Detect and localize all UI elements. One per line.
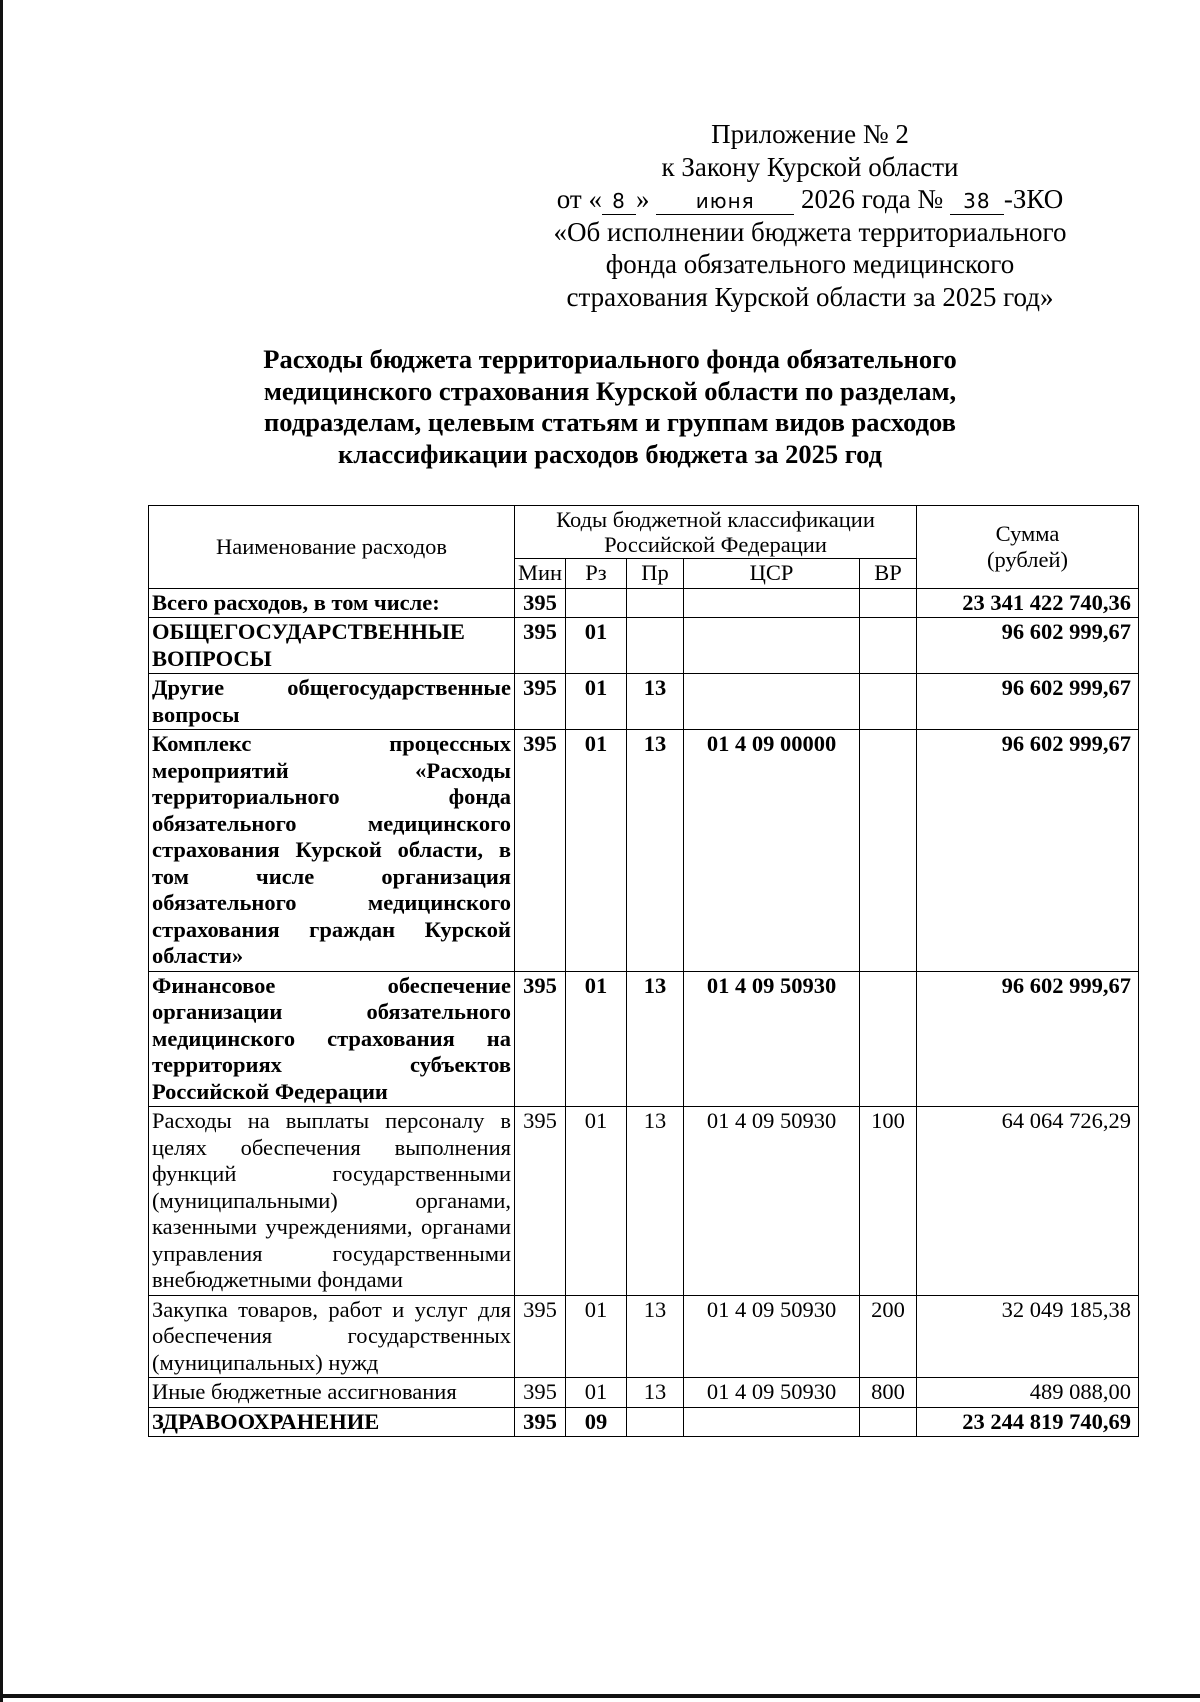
cell-pr — [627, 588, 684, 618]
cell-csr: 01 4 09 50930 — [684, 1378, 860, 1408]
cell-pr: 13 — [627, 1378, 684, 1408]
law-suffix: -ЗКО — [1003, 184, 1064, 214]
document-title — [170, 344, 1050, 470]
cell-vr: 100 — [860, 1107, 917, 1296]
appendix-law: к Закону Курской области — [661, 151, 959, 182]
appendix-subject-1: «Об исполнении бюджета территориального — [553, 216, 1067, 247]
cell-name: Иные бюджетные ассигнования — [149, 1378, 515, 1408]
cell-rz: 01 — [566, 730, 627, 972]
appendix-subject-2: фонда обязательного медицинского — [605, 249, 1015, 279]
cell-pr: 13 — [627, 1107, 684, 1296]
header-codes: Коды бюджетной классификации Российской Федерации — [515, 506, 917, 559]
table-body — [149, 588, 1139, 1437]
header-vr: ВР — [860, 559, 917, 589]
cell-csr: 01 4 09 50930 — [684, 971, 860, 1107]
page-edge-left — [0, 0, 3, 1702]
cell-name: Другие общегосударственные вопросы — [149, 674, 515, 730]
cell-vr: 200 — [860, 1295, 917, 1378]
header-rz: Рз — [566, 559, 627, 589]
cell-vr — [860, 618, 917, 674]
appendix-date-line — [480, 183, 1140, 216]
cell-pr: 13 — [627, 674, 684, 730]
cell-name: Расходы на выплаты персоналу в целях обеспечения выполнения функций государственными (муниципальными) органами, казенными учреждениями, органами управления государственными внебюджетными фондами — [149, 1107, 515, 1296]
header-pr: Пр — [627, 559, 684, 589]
cell-min: 395 — [515, 1295, 566, 1378]
cell-name: Финансовое обеспечение организации обязательного медицинского страхования на территориях субъектов Российской Федерации — [149, 971, 515, 1107]
date-prefix: от « — [556, 184, 602, 214]
cell-rz: 01 — [566, 1107, 627, 1296]
title-line-4: классификации расходов бюджета за 2025 год — [337, 438, 883, 469]
cell-sum: 32 049 185,38 — [917, 1295, 1139, 1378]
cell-rz: 01 — [566, 674, 627, 730]
table-row — [149, 1107, 1139, 1296]
date-year: 2026 года № — [800, 184, 944, 214]
title-line-1: Расходы бюджета территориального фонда обязательного — [263, 344, 957, 374]
table-row — [149, 730, 1139, 972]
cell-csr: 01 4 09 00000 — [684, 730, 860, 972]
cell-vr: 800 — [860, 1378, 917, 1408]
cell-sum: 489 088,00 — [917, 1378, 1139, 1408]
cell-rz — [566, 588, 627, 618]
cell-name: ОБЩЕГОСУДАРСТВЕННЫЕ ВОПРОСЫ — [149, 618, 515, 674]
table-row — [149, 1407, 1139, 1437]
date-mid: » — [635, 184, 650, 214]
cell-min: 395 — [515, 1378, 566, 1408]
appendix-number: Приложение № 2 — [711, 119, 909, 149]
cell-csr: 01 4 09 50930 — [684, 1295, 860, 1378]
cell-name: Всего расходов, в том числе: — [149, 588, 515, 618]
cell-csr: 01 4 09 50930 — [684, 1107, 860, 1296]
header-name: Наименование расходов — [149, 506, 515, 589]
cell-csr — [684, 618, 860, 674]
table-row — [149, 971, 1139, 1107]
cell-pr — [627, 1407, 684, 1437]
cell-min: 395 — [515, 1407, 566, 1437]
cell-min: 395 — [515, 730, 566, 972]
cell-vr — [860, 730, 917, 972]
cell-csr — [684, 1407, 860, 1437]
expenses-table — [148, 505, 1139, 1437]
date-month-field: июня — [656, 188, 794, 215]
table-row — [149, 674, 1139, 730]
title-line-3: подразделам, целевым статьям и группам видов расходов — [264, 407, 956, 437]
cell-min: 395 — [515, 1107, 566, 1296]
cell-rz: 01 — [566, 1378, 627, 1408]
appendix-subject-3: страхования Курской области за 2025 год» — [566, 281, 1054, 312]
table-row — [149, 1378, 1139, 1408]
header-csr: ЦСР — [684, 559, 860, 589]
cell-min: 395 — [515, 618, 566, 674]
cell-sum: 96 602 999,67 — [917, 674, 1139, 730]
cell-min: 395 — [515, 971, 566, 1107]
cell-sum: 96 602 999,67 — [917, 971, 1139, 1107]
date-day-field: 8 — [602, 188, 636, 215]
table-row — [149, 618, 1139, 674]
cell-sum: 64 064 726,29 — [917, 1107, 1139, 1296]
cell-rz: 09 — [566, 1407, 627, 1437]
cell-vr — [860, 588, 917, 618]
appendix-block — [480, 118, 1140, 313]
title-line-2: медицинского страхования Курской области по разделам, — [263, 375, 957, 406]
page-edge-bottom — [0, 1694, 1200, 1698]
law-number-field: 38 — [950, 188, 1004, 215]
cell-pr: 13 — [627, 1295, 684, 1378]
table-row — [149, 1295, 1139, 1378]
header-sum: Сумма (рублей) — [917, 506, 1139, 589]
cell-name: Комплекс процессных мероприятий «Расходы территориального фонда обязательного медицинского страхования Курской области, в том числе организация обязательного медицинского страхования граждан Курской области» — [149, 730, 515, 972]
cell-rz: 01 — [566, 971, 627, 1107]
cell-pr — [627, 618, 684, 674]
cell-rz: 01 — [566, 1295, 627, 1378]
cell-pr: 13 — [627, 730, 684, 972]
cell-sum: 96 602 999,67 — [917, 618, 1139, 674]
cell-min: 395 — [515, 588, 566, 618]
cell-sum: 96 602 999,67 — [917, 730, 1139, 972]
cell-vr — [860, 674, 917, 730]
header-min: Мин — [515, 559, 566, 589]
cell-min: 395 — [515, 674, 566, 730]
cell-name: Закупка товаров, работ и услуг для обеспечения государственных (муниципальных) нужд — [149, 1295, 515, 1378]
cell-vr — [860, 1407, 917, 1437]
cell-vr — [860, 971, 917, 1107]
cell-name: ЗДРАВООХРАНЕНИЕ — [149, 1407, 515, 1437]
cell-csr — [684, 674, 860, 730]
cell-csr — [684, 588, 860, 618]
cell-pr: 13 — [627, 971, 684, 1107]
cell-sum: 23 341 422 740,36 — [917, 588, 1139, 618]
cell-rz: 01 — [566, 618, 627, 674]
cell-sum: 23 244 819 740,69 — [917, 1407, 1139, 1437]
table-row — [149, 588, 1139, 618]
